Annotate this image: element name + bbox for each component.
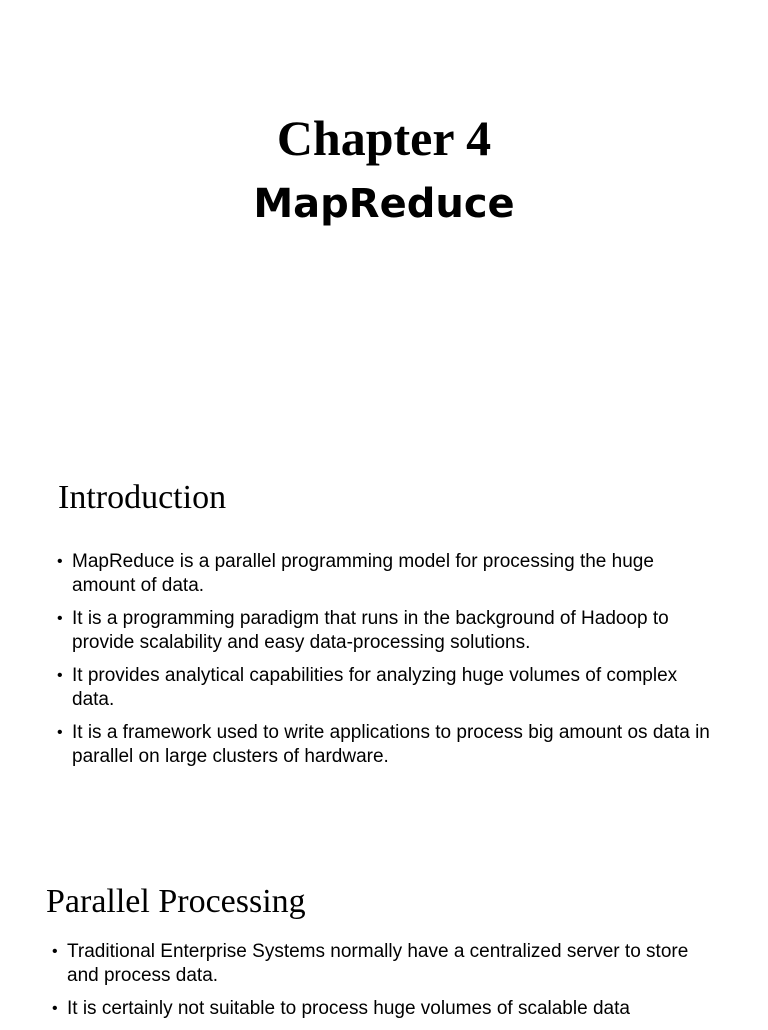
chapter-subtitle: MapReduce	[253, 181, 515, 227]
bullet-text: It is certainly not suitable to process huge volumes of scalable data	[67, 998, 630, 1019]
bullet-item	[57, 664, 717, 712]
bullet-text: MapReduce is a parallel programming model for processing the huge amount of data.	[72, 551, 654, 596]
bullet-icon: •	[57, 610, 63, 627]
bullet-icon: •	[57, 667, 63, 684]
bullet-item	[52, 997, 712, 1021]
introduction-bullet-list	[57, 550, 717, 778]
bullet-icon: •	[57, 553, 63, 570]
bullet-item	[57, 607, 717, 655]
parallel-processing-heading: Parallel Processing	[46, 883, 306, 920]
bullet-text: It provides analytical capabilities for analyzing huge volumes of complex data.	[72, 665, 678, 710]
bullet-item	[57, 721, 717, 769]
bullet-icon: •	[52, 943, 58, 960]
chapter-title: Chapter 4	[276, 110, 492, 166]
bullet-item	[57, 550, 717, 598]
introduction-heading: Introduction	[58, 479, 227, 516]
introduction-slide	[0, 432, 768, 864]
parallel-processing-bullet-list	[52, 940, 712, 1030]
bullet-text: It is a programming paradigm that runs in the background of Hadoop to provide scalability and easy data-processing solutions.	[72, 608, 669, 653]
bullet-item	[52, 940, 712, 988]
bullet-text: Traditional Enterprise Systems normally have a centralized server to store and process data.	[67, 941, 689, 986]
bullet-icon: •	[57, 724, 63, 741]
parallel-processing-slide	[0, 864, 768, 1024]
bullet-text: It is a framework used to write applications to process big amount os data in parallel on large clusters of hardware.	[72, 722, 710, 767]
title-slide	[0, 0, 768, 432]
bullet-icon: •	[52, 1000, 58, 1017]
